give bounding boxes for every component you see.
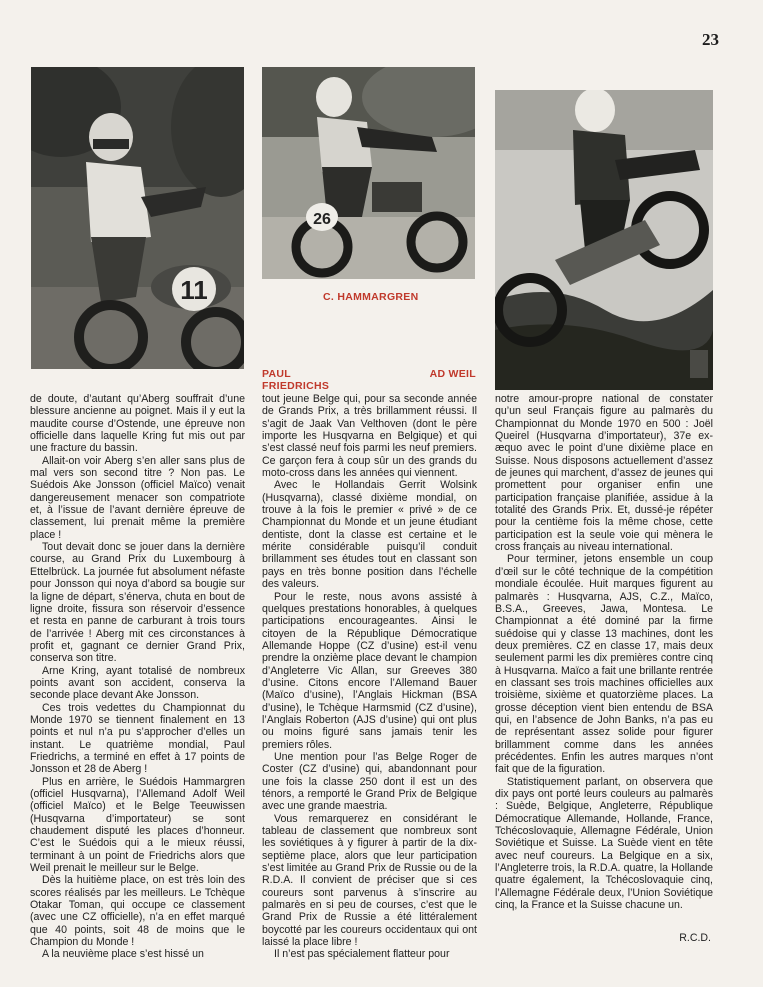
paragraph: Plus en arrière, le Suédois Hammargren (officiel Husqvarna), l’Allemand Adolf Weil (officiel Maïco) et le Belge Teeuwissen (Husqvarna d’importateur) se sont chaudement disputé les places d’honneur. C’est le Suédois qui a le mieux réussi, terminant à un point de Friedrichs alors que Weil prenait le meilleur sur le Belge. xyxy=(30,775,245,875)
paragraph: Ces trois vedettes du Championnat du Monde 1970 se tiennent finalement en 13 points et nul n’a pu s’approcher d’elles un instant. Le quatrième mondial, Paul Friedrichs, a terminé en effet à 17 points de Jonsson et 28 de Aberg ! xyxy=(30,701,245,776)
article-column-3 xyxy=(495,393,713,911)
article-column-1 xyxy=(30,393,245,961)
article-column-2 xyxy=(262,393,477,961)
photo-rider-weil xyxy=(495,90,713,390)
photo-rider-friedrichs xyxy=(31,67,244,369)
caption-hammargren: C. HAMMARGREN xyxy=(323,291,419,303)
paragraph: notre amour-propre national de constater qu’un seul Français figure au palmarès du Championnat du Monde 1970 en 500 : Joël Queirel (Husqvarna d’importateur), 37e ex-æquo avec le point d’une dixième place en Suisse. Nous disposons actuellement d’assez de jeunes qui marchent, d’assez de jeunes qui promettent pour organiser enfin une participation française planifiée, assidue à la totalité des Grands Prix. Et, dussé-je répéter pour la centième fois la même chose, cette participation est la seule voie qui mènera le cross français au niveau international. xyxy=(495,393,713,554)
paragraph: A la neuvième place s’est hissé un xyxy=(42,948,204,961)
paragraph: Arne Kring, ayant totalisé de nombreux points avant son accident, conserva la seconde place devant Ake Jonsson. xyxy=(30,664,245,702)
paragraph: de doute, d’autant qu’Aberg souffrait d’une blessure ancienne au poignet. Mais il y eut la maudite course d’Ostende, une épreuve non officielle dans laquelle Kring fut mis out par une fracture du bassin. xyxy=(30,393,245,455)
caption-weil: AD WEIL xyxy=(429,368,476,380)
paragraph: Pour terminer, jetons ensemble un coup d’œil sur le côté technique de la compétition mondiale écoulée. Huit marques figurent au palmarès : Husqvarna, AJS, C.Z., Maïco, B.S.A., Greeves, Jawa, Montesa. Le Championnat a été dominé par la firme suédoise qui y classe 13 machines, dont les deux premières. CZ en classe 17, mais deux seulement parmi les dix premières contre cinq à Husqvarna. Maïco a fait une brillante rentrée en classant ses trois machines officielles aux troisième, sixième et quatorzième places. La grosse déception vient bien entendu de BSA qui, en l’absence de John Banks, n’a pas eu de représentant assez solide pour figurer brillamment comme dans les années précédentes. Enfin les autres marques n’ont fait que de la figuration. xyxy=(495,553,713,776)
paragraph: tout jeune Belge qui, pour sa seconde année de Grands Prix, a très brillamment réussi. Il s’agit de Jaak Van Velthoven (dont le père importe les Husqvarna en Belgique) et qui s’est classé neuf fois parmi les neuf premiers. Ce garçon fera à coup sûr un des grands du moto-cross dans les années qui viennent. xyxy=(262,393,477,480)
paragraph: Allait-on voir Aberg s’en aller sans plus de mal vers son second titre ? Non pas. Le Suédois Ake Jonsson (officiel Maïco) venait dangereusement menacer son compatriote et, à l’issue de l’avant dernière épreuve de classement, lui prenait même la première place ! xyxy=(30,454,245,541)
caption-friedrichs: PAUL FRIEDRICHS xyxy=(262,368,330,392)
photo-rider-hammargren xyxy=(262,67,475,279)
paragraph: Une mention pour l’as Belge Roger de Coster (CZ d’usine) qui, abandonnant pour une fois la classe 250 dont il est un des ténors, a remporté le Grand Prix de Belgique avec une grande maestria. xyxy=(262,750,477,813)
author-signature: R.C.D. xyxy=(679,932,711,944)
rider-number-label: 11 xyxy=(180,275,208,305)
paragraph: Avec le Hollandais Gerrit Wolsink (Husqvarna), classé dixième mondial, on trouve à la fois le premier « privé » de ce Championnat du Monde et un jeune étudiant dentiste, dont la classe est certaine et le mérite considérable puisqu’il conduit brillamment ses études tout en classant son pays en très bonne position dans l’échelle des valeurs. xyxy=(262,479,477,591)
paragraph: Tout devait donc se jouer dans la dernière course, au Grand Prix du Luxembourg à Ettelbrück. La journée fut absolument néfaste pour Jonsson qui noya d’abord sa bougie sur la ligne de départ, s’énerva, chuta en bout de ligne droite, fissura son réservoir d’essence et resta en panne de carburant à trois tours de l’arrivée ! Aberg mit ces circonstances à profit et, gagnant ce dernier Grand Prix, conserva son titre. xyxy=(30,541,245,665)
paragraph: Il n’est pas spécialement flatteur pour xyxy=(274,948,450,961)
paragraph: Vous remarquerez en considérant le tableau de classement que nombreux sont les soviétiques à y figurer à partir de la dix-septième place, alors que leur participation s’est limitée au Grand Prix de Russie ou de la R.D.A. Il convient de préciser que si ces coureurs sont parvenus à s’inscrire au palmarès en si peu de courses, c’est que le Grand Prix de Russie a été littéralement boycotté par les coureurs occidentaux qui ont laissé la place libre ! xyxy=(262,812,477,949)
rider-number-label: 26 xyxy=(313,211,331,228)
paragraph: Pour le reste, nous avons assisté à quelques prestations honorables, à quelques participations encourageantes. Ainsi le citoyen de la République Démocratique Allemande Hoppe (CZ d’usine) est-il venu prendre la onzième place devant le champion d’Angleterre Vic Allan, sur Greeves 380 d’usine. Citons encore l’Allemand Bauer (Maïco d’usine), l’Anglais Hickman (BSA d’usine), le Tchèque Harmsmid (CZ d’usine), l’Anglais Roberton (AJS d’usine) qui ont plus ou moins figuré sans jamais tenir les premiers rôles. xyxy=(262,590,477,751)
paragraph: Dès la huitième place, on est très loin des scores réalisés par les meilleurs. Le Tchèque Otakar Toman, qui occupe ce classement (avec une CZ officielle), n’a en effet marqué que 40 points, soit 48 de moins que le Champion du Monde ! xyxy=(30,874,245,949)
paragraph: Statistiquement parlant, on observera que dix pays ont porté leurs couleurs au palmarès : Suède, Belgique, Angleterre, République Démocratique Allemande, Hollande, France, Tchécoslovaquie, Allemagne Fédérale, Union Soviétique et Suisse. La Suède vient en tête avec neuf coureurs. La Belgique en a six, l’Angleterre trois, la R.D.A. quatre, la Hollande quatre également, la Tchécoslovaquie cinq, l’Allemagne Fédérale deux, l’Union Soviétique cinq, la France et la Suisse chacune un. xyxy=(495,775,713,912)
page-number: 23 xyxy=(702,30,719,49)
